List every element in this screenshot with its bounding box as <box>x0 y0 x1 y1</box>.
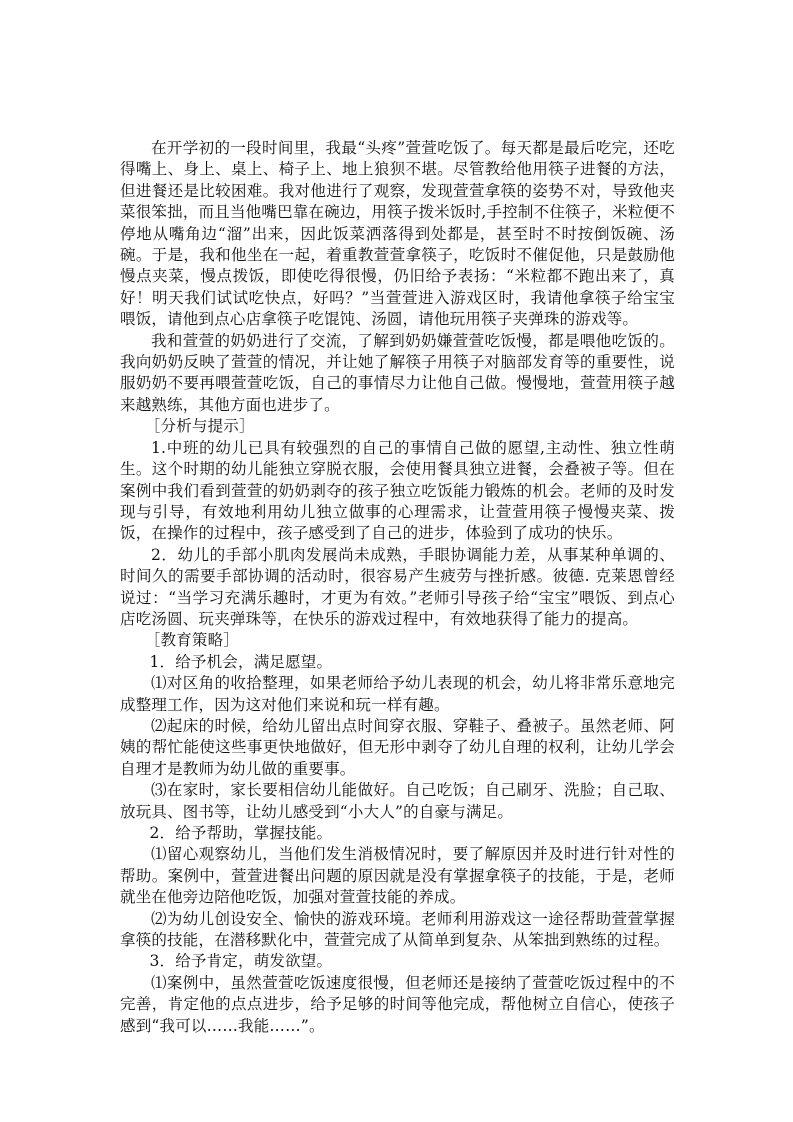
strategy-item-2-2: ⑵为幼儿创设安全、愉快的游戏环境。老师利用游戏这一途径帮助萱萱掌握拿筷的技能，在潜移默化中，萱萱完成了从简单到复杂、从笨拙到熟练的过程。 <box>120 909 675 950</box>
strategy-item-1-2: ⑵起床的时候，给幼儿留出点时间穿衣服、穿鞋子、叠被子。虽然老师、阿姨的帮忙能使这些事更快地做好，但无形中剥夺了幼儿自理的权利，让幼儿学会自理才是教师为幼儿做的重要事。 <box>120 716 675 778</box>
strategy-item-1-3: ⑶在家时，家长要相信幼儿能做好。自己吃饭；自己刷牙、洗脸；自己取、放玩具、图书等，让幼儿感受到“小大人”的自豪与满足。 <box>120 781 675 821</box>
paragraph-analysis-2: 2．幼儿的手部小肌肉发展尚未成熟，手眼协调能力差，从事某种单调的、时间久的需要手部协调的活动时，很容易产生疲劳与挫折感。彼德. 克莱恩曾经说过：“当学习充满乐趣时，才更为有效。”老师引导孩子给“宝宝”喂饭、到点心店吃汤圆、玩夹弹珠等，在快乐的游戏过程中，有效地获得了能力的提高。 <box>120 545 675 628</box>
strategy-item-1-1: ⑴对区角的收拾整理，如果老师给予幼儿表现的机会，幼儿将非常乐意地完成整理工作，因为这对他们来说和玩一样有趣。 <box>120 674 675 714</box>
section-heading-strategy: ［教育策略］ <box>144 631 239 650</box>
document-body <box>120 138 675 1037</box>
strategy-item-2-1: ⑴留心观察幼儿，当他们发生消极情况时，要了解原因并及时进行针对性的帮助。案例中，萱萱进餐出问题的原因就是没有掌握拿筷子的技能，于是，老师就坐在他旁边陪他吃饭，加强对萱萱技能的养成。 <box>120 845 675 907</box>
strategy-heading-2: 2．给予帮助，掌握技能。 <box>149 824 333 842</box>
strategy-heading-3: 3．给予肯定，萌发欲望。 <box>149 952 333 971</box>
paragraph-analysis-1: 1.中班的幼儿已具有较强烈的自己的事情自己做的愿望,主动性、独立性萌生。这个时期的幼儿能独立穿脱衣服，会使用餐具独立进餐，会叠被子等。但在案例中我们看到萱萱的奶奶剥夺的孩子独立吃饭能力锻炼的机会。老师的及时发现与引导，有效地利用幼儿独立做事的心理需求，让萱萱用筷子慢慢夹菜、拨饭，在操作的过程中，孩子感受到了自己的进步，体验到了成功的快乐。 <box>120 438 675 543</box>
paragraph-grandma: 我和萱萱的奶奶进行了交流，了解到奶奶嫌萱萱吃饭慢，都是喂他吃饭的。我向奶奶反映了萱萱的情况，并让她了解筷子用筷子对脑部发育等的重要性，说服奶奶不要再喂萱萱吃饭，自己的事情尽力让他自己做。慢慢地，萱萱用筷子越来越熟练，其他方面也进步了。 <box>120 331 675 414</box>
strategy-heading-1: 1．给予机会，满足愿望。 <box>149 652 333 671</box>
strategy-item-3-1: ⑴案例中，虽然萱萱吃饭速度很慢，但老师还是接纳了萱萱吃饭过程中的不完善，肯定他的点点进步，给予足够的时间等他完成，帮他树立自信心，使孩子感到“我可以……我能……”。 <box>120 973 675 1035</box>
paragraph-case-story: 在开学初的一段时间里，我最“头疼”萱萱吃饭了。每天都是最后吃完，还吃得嘴上、身上、桌上、椅子上、地上狼狈不堪。尽管教给他用筷子进餐的方法，但进餐还是比较困难。我对他进行了观察，发现萱萱拿筷的姿势不对，导致他夹菜很笨拙，而且当他嘴巴靠在碗边，用筷子拨米饭时,手控制不住筷子，米粒便不停地从嘴角边“溜”出来，因此饭菜洒落得到处都是，甚至时不时按倒饭碗、汤碗。于是，我和他坐在一起，着重教萱萱拿筷子，吃饭时不催促他，只是鼓励他慢点夹菜，慢点拨饭，即使吃得很慢，仍旧给予表扬：“米粒都不跑出来了，真好！明天我们试试吃快点，好吗？”当萱萱进入游戏区时，我请他拿筷子给宝宝喂饭，请他到点心店拿筷子吃馄饨、汤圆，请他玩用筷子夹弹珠的游戏等。 <box>120 139 675 329</box>
section-heading-analysis: ［分析与提示］ <box>144 417 255 436</box>
